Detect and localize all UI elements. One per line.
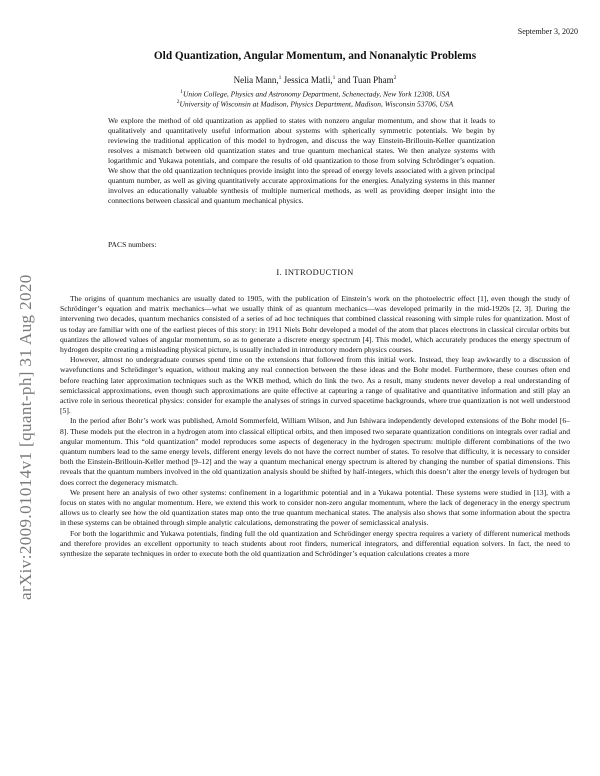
author-affiliation-mark: 2 [393,75,397,81]
affiliation-text: Union College, Physics and Astronomy Department, Schenectady, New York 12308, USA [182,89,450,99]
author-affiliation-mark: 1 [332,75,336,81]
arxiv-identifier: arXiv:2009.01014v1 [quant-ph] 31 Aug 2020 [16,274,35,600]
affiliation-text: University of Wisconsin at Madison, Physics Department, Madison, Wisconsin 53706, USA [179,99,454,109]
author-affiliation-mark: 1 [278,75,282,81]
paragraph: However, almost no undergraduate courses spend time on the extensions that followed from this initial work. Instead, they leap awkwardly to a discussion of wavefunctions and Schrödinger’s equation, without making any real connection between the these ideas and the Bohr model. Furthermore, these courses often end before reaching later approximation techniques such as the WKB method, which do link the two. As a result, many students never develop a real understanding of semiclassical approximations, even though such approximations are quite effective at capturing a range of qualitative and quantitative information and still play an active role in serious theoretical physics: consider for example the analyses of strings in curved spacetime backgrounds, where true quantization is not well understood [5]. [60,355,570,416]
body-text [60,294,570,559]
paragraph: In the period after Bohr’s work was published, Arnold Sommerfeld, William Wilson, and Jun Ishiwara independently developed extensions of the Bohr model [6–8]. These models put the electron in a hydrogen atom into classical elliptical orbits, and then imposed two separate quantization conditions on integrals over radial and angular momentum. This “old quantization” model reproduces some aspects of degeneracy in the hydrogen spectrum: multiple different combinations of the two quantum numbers lead to the same energy levels, different energy levels do not have the correct number of states. To resolve that difficulty, it is necessary to consider both the Einstein-Brillouin-Keller method [9–12] and the way a quantum mechanical energy spectrum is altered by changing the number of spatial dimensions. This reveals that the quantum numbers involved in the old quantization analysis should be shifted by half-integers, which this doesn’t alter the energy levels of hydrogen but does correct the degeneracy mismatch. [60,416,570,487]
section-heading: I. INTRODUCTION [276,267,354,277]
affiliation-mark: 1 [180,89,183,95]
author-name: Tuan Pham [352,75,394,85]
affiliation [60,99,570,109]
affiliation [60,89,570,99]
paragraph: The origins of quantum mechanics are usually dated to 1905, with the publication of Einstein’s work on the photoelectric effect [1], even though the study of Schrödinger’s equation and matrix mechanics—what we usually think of as quantum mechanics—was developed primarily in the mid-1920s [2, 3]. During the intervening two decades, quantum mechanics consisted of a series of ad hoc techniques that combined classical reasoning with simple rules for quantization. Most of us today are familiar with one of the earliest pieces of this story: in 1911 Niels Bohr developed a model of the atom that places electrons in classical circular orbits but quantizes the allowed values of angular momentum, so as to generate a discrete energy spectrum [4]. This model, which accurately produces the energy spectrum of hydrogen despite creating a misleading physical picture, is usually included in introductory modern physics courses. [60,294,570,355]
author-name: Jessica Matli, [283,75,333,85]
affiliation-mark: 2 [176,99,180,105]
author-list [60,75,570,85]
abstract: We explore the method of old quantization as applied to states with nonzero angular momentum, and show that it leads to qualitatively and quantitatively useful information about systems with spherically symmetric potentials. We begin by reviewing the traditional application of this model to hydrogen, and discuss the way Einstein-Brillouin-Keller quantization resolves a mismatch between old quantization states and true quantum mechanical states. We then analyze systems with logarithmic and Yukawa potentials, and compare the results of old quantization to those from solving Schrödinger’s equation. We show that the old quantization techniques provide insight into the spread of energy levels associated with a given principal quantum number, as well as giving quantitatively accurate approximations for the energies. Analyzing systems in this manner involves an educationally valuable synthesis of multiple numerical methods, as well as providing deeper insight into the connections between classical and quantum mechanical physics. [108,116,495,205]
paragraph: For both the logarithmic and Yukawa potentials, finding full the old quantization and Schrödinger energy spectra requires a variety of different numerical methods and therefore provides an excellent opportunity to teach students about root finders, numerical integrators, and differential equation solvers. In fact, the need to synthesize the separate techniques in order to execute both the old quantization and Schrödinger’s equation calculations creates a more [60,528,570,559]
pacs-numbers: PACS numbers: [108,240,157,249]
paper-title: Old Quantization, Angular Momentum, and Nonanalytic Problems [153,50,477,62]
paragraph: We present here an analysis of two other systems: confinement in a logarithmic potential and in a Yukawa potential. These systems were studied in [13], with a focus on states with no angular momentum. Here, we extend this work to consider non-zero angular momentum, where the lack of degeneracy in the energy spectrum allows us to clearly see how the old quantization states map onto the true quantum mechanical states. The analysis also shows that some information about the spectra in these systems can be obtained through simple analytic calculations, demonstrating the power of semiclassical analysis. [60,487,570,528]
document-date: September 3, 2020 [517,27,578,36]
author-name: Nelia Mann, [233,75,279,85]
author-conjunction: and [337,75,351,85]
